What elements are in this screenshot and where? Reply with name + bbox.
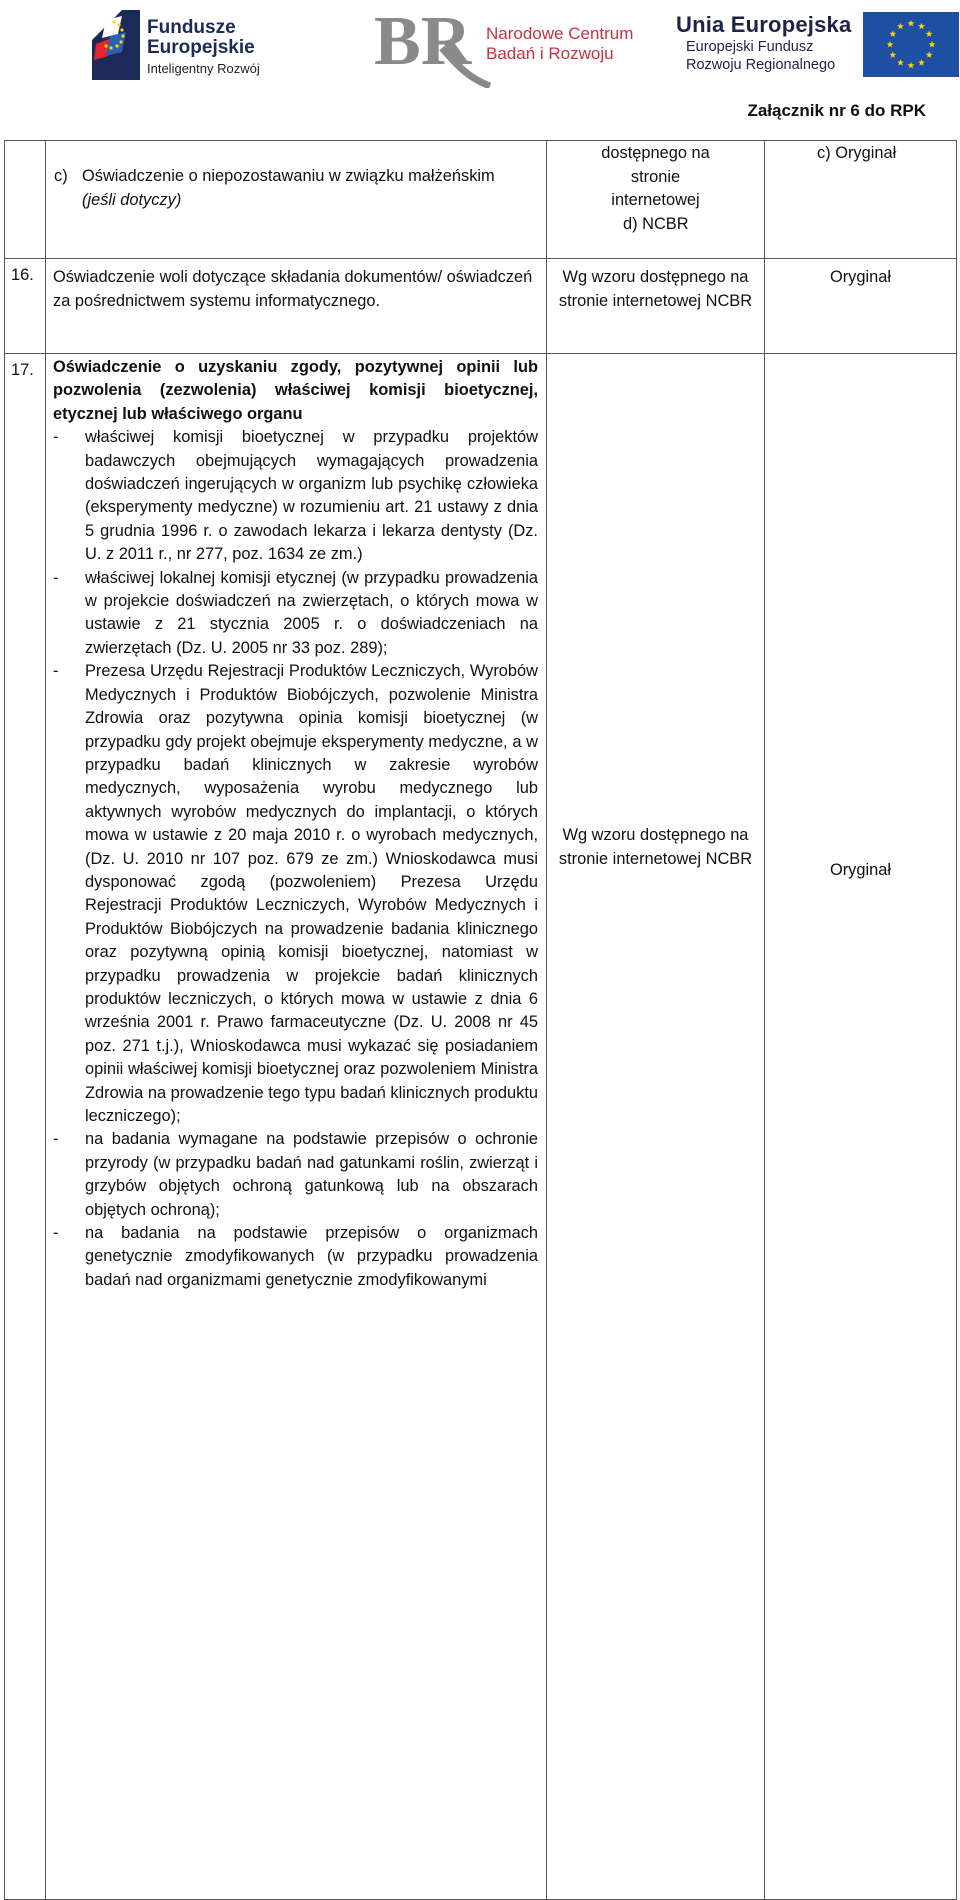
ncbr-logo-line1: Narodowe Centrum [486,24,634,43]
fe-logo-line3: Inteligentny Rozwój [147,60,260,76]
source-cell [547,141,765,259]
bullet-marker: - [53,568,59,587]
ncbr-logo-line2: Badań i Rozwoju [486,44,614,64]
eu-logo-text [676,12,851,74]
annex-label: Załącznik nr 6 do RPK [747,101,926,120]
eu-logo-line1: Unia Europejska [676,12,852,37]
row-number-cell [5,354,46,1900]
document-title: Oświadczenie o uzyskaniu zgody, pozytywnej opinii lub pozwolenia (zezwolenia) właściwej komisji bioetycznej, etycznej lub właściwego organu [53,358,538,423]
bullet-marker: - [53,428,59,447]
item-label: c) [54,167,68,185]
document-cell [46,354,547,1900]
table-row-16 [5,259,957,354]
original-text: Oryginał [829,268,892,286]
list-item-text: właściwej lokalnej komisji etycznej (w przypadku prowadzenia w projekcie doświadczeń na zwierzętach, o których mowa w ustawie z 21 stycznia 2005 r. o doświadczeniach na zwierzętach (Dz. U. 2005 nr 33 poz. 289); [85,568,538,657]
row-number-cell [5,141,46,259]
eu-logo-line2: Europejski Fundusz [686,39,814,55]
row-number: 17. [11,361,34,379]
list-item [53,426,538,566]
eu-flag-icon [863,12,959,77]
source-item-d: d) NCBR [623,214,689,233]
documents-table [4,140,956,1900]
list-item [53,1128,538,1222]
source-cell [547,259,765,354]
logo-bar [0,0,960,92]
bullet-marker: - [53,662,59,681]
document-text-italic: (jeśli dotyczy) [82,190,182,209]
list-item [53,1222,538,1292]
list-item-text: na badania wymagane na podstawie przepisów o ochronie przyrody (w przypadku badań nad gatunkami roślin, zwierząt i grzybów objętych ochroną gatunkową lub na obszarach objętych ochroną); [85,1130,538,1219]
document-cell [46,259,547,354]
source-line: internetowej [611,191,700,209]
list-item [53,567,538,661]
original-text: Oryginał [829,861,892,879]
fe-logo-line2: Europejskie [147,36,255,58]
source-cell [547,354,765,1900]
ncbr-logo-mark-icon [372,2,492,88]
row-number: 16. [11,266,34,284]
original-cell [765,141,957,259]
list-item-text: Prezesa Urzędu Rejestracji Produktów Leczniczych, Wyrobów Medycznych i Produktów Biobójczych, pozwolenie Ministra Zdrowia oraz pozytywna opinia komisji bioetycznej (w przypadku gdy projekt obejmuje eksperymenty medyczne, a w przypadku badań klinicznych w zakresie wyrobów medycznych, wyposażenia wyrobu medycznego lub aktywnych wyrobów medycznych do implantacji, o których mowa w ustawie z 20 maja 2010 r. o wyrobach medycznych, (Dz. U. 2010 nr 107 poz. 679 ze zm.) Wnioskodawca musi dysponować zgodą (pozwoleniem) Prezesa Urzędu Rejestracji Produktów Leczniczych, Wyrobów Medycznych i Produktów Biobójczych na prowadzenie badania klinicznego oraz pozytywną opinią komisji bioetycznej, natomiast w przypadku prowadzenia w projekcie badań klinicznych produktów leczniczych, o których mowa w ustawie z dnia 6 września 2001 r. Prawo farmaceutyczne (Dz. U. 2008 nr 45 poz. 271 t.j.), Wnioskodawca musi wykazać się posiadaniem opinii właściwej komisji bioetycznej oraz pozwoleniem Ministra Zdrowia na prowadzenie tego typu badań klinicznych produktu leczniczego); [85,662,538,1125]
source-line: dostępnego na [601,144,710,162]
original-cell [765,259,957,354]
bullet-marker: - [53,1224,59,1243]
eu-logo-line3: Rozwoju Regionalnego [686,57,836,74]
list-item-text: właściwej komisji bioetycznej w przypadku projektów badawczych obejmujących wymagających prowadzenia doświadczeń ingerujących w organizm lub psychikę człowieka (eksperymenty medyczne) w rozumieniu art. 21 ustawy z dnia 5 grudnia 1996 r. o zawodach lekarza i lekarza dentysty (Dz. U. z 2011 r., nr 277, poz. 1634 ze zm.) [85,428,538,564]
document-text: Oświadczenie woli dotyczące składania dokumentów/ oświadczeń za pośrednictwem systemu informatycznego. [53,268,533,310]
bullet-marker: - [53,1130,59,1149]
ncbr-logo-text [486,24,633,65]
ncbr-logo-mark-letters: BR [374,3,472,80]
original-cell [765,354,957,1900]
list-item-text: na badania na podstawie przepisów o organizmach genetycznie zmodyfikowanych (w przypadku prowadzenia badań nad organizmami genetycznie zmodyfikowanymi [85,1224,538,1289]
document-text: Oświadczenie o niepozostawaniu w związku małżeńskim [82,167,495,185]
document-cell [46,141,547,259]
table-row-15c [5,141,957,259]
fundusze-europejskie-logo-text [147,18,260,76]
fundusze-europejskie-flag-icon [92,10,140,80]
source-line: stronie [630,167,681,186]
fe-logo-line1: Fundusze [147,17,236,38]
table-row-17 [5,354,957,1900]
original-text: c) Oryginał [817,144,897,162]
source-text: Wg wzoru dostępnego na stronie internetowej NCBR [558,826,753,868]
row-number-cell [5,259,46,354]
source-text: Wg wzoru dostępnego na stronie internetowej NCBR [558,268,753,310]
list-item [53,660,538,1128]
